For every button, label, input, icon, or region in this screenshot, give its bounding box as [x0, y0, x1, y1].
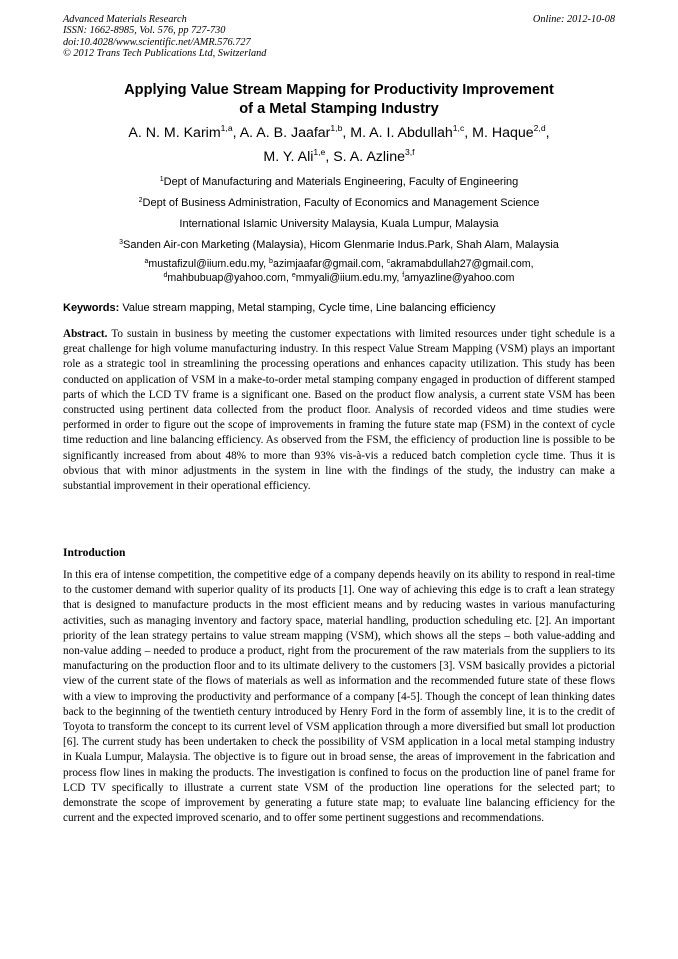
keywords-text: Value stream mapping, Metal stamping, Cycle time, Line balancing efficiency: [122, 302, 496, 314]
journal-header: [63, 14, 615, 60]
affiliation-sup: 2: [138, 197, 143, 204]
author-line-1: [63, 122, 615, 146]
online-date: Online: 2012-10-08: [532, 14, 615, 25]
intro-paragraph: In this era of intense competition, the competitive edge of a company depends heavily on its ability to respond in real-time to the customer demand with superior quality of its products [1]. One way of achieving this edge is to craft a lean strategy that is designed to manufacture products in the most efficient means and by reducing wastes in various manufacturing activities, such as managing inventory and factory space, material handling, production scheduling etc. [2]. An important priority of the lean strategy pertains to value stream mapping (VSM), which shows all the steps – both value-adding and non-value adding – needed to produce a product, right from the procurement of the raw materials from the suppliers to its manufacturing on the production floor and to its ultimate delivery to the customers [3]. VSM basically provides a pictorial view of the current state of the flows of materials as well as information and the recommended future state of these flows with a view to improving the productivity and performance of a company [4-5]. Though the concept of lean thinking dates back to the beginning of the twentieth century introduced by Henry Ford in the form of assembly line, it is to the credit of Toyota to transform the concept to its current level of VSM application through a more diversified but small lot production [6]. The current study has been undertaken to check the possibility of VSM application in a local metal stamping industry in Kuala Lumpur, Malaysia. The objective is to figure out in broad sense, the areas of improvement in the fabrication and process flow lines in making the products. The investigation is confined to focus on the production line of panel frame for LCD TV specifically to illustrate a current state VSM of the production line operations for the selected part; to demonstrate the scope of improvement by generating a future state map; to evaluate line balancing efficiency for the current and the expected improved scenario, and to offer some pertinent suggestions and recommendations.: [63, 569, 615, 825]
affiliation-1: [40, 176, 638, 189]
affiliation-text: Dept of Manufacturing and Materials Engineering, Faculty of Engineering: [163, 176, 519, 188]
title-line-1: Applying Value Stream Mapping for Productivity Improvement: [124, 82, 554, 98]
journal-name: Advanced Materials Research: [63, 14, 187, 25]
email-line-1: $^a$mustafizul@iium.edu.my, $^b$azimjaafar@gmail.com, $^c$akramabdullah27@gmail.com,: [144, 258, 534, 270]
keywords-label: Keywords:: [63, 302, 120, 314]
email-line-2: $^d$mahbubuap@yahoo.com, $^e$mmyali@iium.edu.my, $^f$amyazline@yahoo.com: [163, 271, 515, 284]
paper-title: [63, 81, 615, 118]
author-name: A. A. B. Jaafar: [239, 125, 331, 141]
affiliation-university: [40, 218, 638, 231]
author-sep: ,: [464, 125, 473, 141]
affiliation-text: Dept of Business Administration, Faculty of Economics and Management Science: [142, 197, 540, 209]
author-sup: 1,c: [452, 123, 465, 133]
affiliation-3: [40, 239, 638, 252]
affiliation-sup: 3: [119, 239, 123, 246]
author-name: M. Haque: [472, 125, 534, 141]
email-address[interactable]: mmyali@iium.edu.my: [295, 271, 397, 284]
keywords: [63, 302, 623, 315]
author-sep: ,: [342, 125, 351, 141]
affiliation-sup: 1: [159, 176, 164, 183]
email-address[interactable]: azimjaafar@gmail.com: [272, 258, 381, 270]
email-address[interactable]: mahbubuap@yahoo.com: [167, 271, 286, 284]
journal-issn: ISSN: 1662-8985, Vol. 576, pp 727-730: [63, 25, 226, 37]
author-name: M. Y. Ali: [263, 148, 314, 165]
email-sup: c: [386, 258, 391, 265]
email-sup: f: [402, 271, 405, 279]
author-name: S. A. Azline: [333, 148, 405, 165]
author-sup: 1,e: [313, 146, 326, 157]
abstract-text: To sustain in business by meeting the customer expectations with limited resources under tight schedule is a great challenge for high volume manufacturing industry. In this respect Value Stream Mapping (VSM) plays an important role as a strategic tool in streamlining the processing operations and enhances capacity utilization. This study has been conducted on application of VSM in a make-to-order metal stamping company engaged in production of different stamped parts of which the LCD TV frame is a significant one. Based on the product flow analysis, a current state VSM has been constructed using pertinent data collected from the product floor. Analysis of recorded videos and time studies were performed in order to figure out the scope of improvements in framing the future state map (FSM) in the context of cycle time reduction and line balancing efficiency. As observed from the FSM, the efficiency of production line is possible to be significantly increased from about 48% to more than 93% vis-à-vis a reduced batch completion cycle time. Thus it is obvious that with minor adjustments in the system in line with the findings of the study, the industry can make a substantial improvement in their operational efficiency.: [63, 328, 615, 493]
author-sep: ,: [545, 125, 550, 141]
author-sup: 1,b: [330, 123, 343, 133]
author-sep: ,: [325, 148, 334, 165]
journal-copyright: © 2012 Trans Tech Publications Ltd, Switzerland: [63, 48, 267, 60]
email-address[interactable]: akramabdullah27@gmail.com: [390, 258, 531, 270]
email-address[interactable]: mustafizul@iium.edu.my: [148, 258, 264, 270]
affiliation-text: International Islamic University Malaysia, Kuala Lumpur, Malaysia: [179, 218, 499, 230]
title-line-2: of a Metal Stamping Industry: [239, 100, 439, 117]
email-sup: e: [291, 271, 296, 279]
abstract-label: Abstract.: [63, 328, 108, 340]
email-sup: d: [163, 271, 168, 279]
author-list: [63, 122, 615, 169]
author-sep: ,: [232, 125, 240, 141]
author-sup: 2,d: [533, 123, 546, 133]
author-name: A. N. M. Karim: [128, 125, 221, 141]
author-name: M. A. I. Abdullah: [350, 125, 453, 141]
author-line-2: [63, 146, 615, 170]
email-sup: b: [269, 258, 273, 265]
abstract: [63, 327, 615, 494]
author-sup: 3,f: [405, 146, 415, 157]
affiliation-2: [40, 197, 638, 210]
email-list: [40, 258, 638, 285]
author-sup: 1,a: [220, 123, 233, 133]
journal-doi[interactable]: doi:10.4028/www.scientific.net/AMR.576.727: [63, 36, 251, 48]
intro-heading: Introduction: [63, 547, 126, 559]
affiliation-text: Sanden Air-con Marketing (Malaysia), Hicom Glenmarie Indus.Park, Shah Alam, Malaysia: [123, 239, 559, 251]
email-address[interactable]: amyazline@yahoo.com: [404, 271, 515, 284]
email-sup: a: [144, 258, 149, 265]
